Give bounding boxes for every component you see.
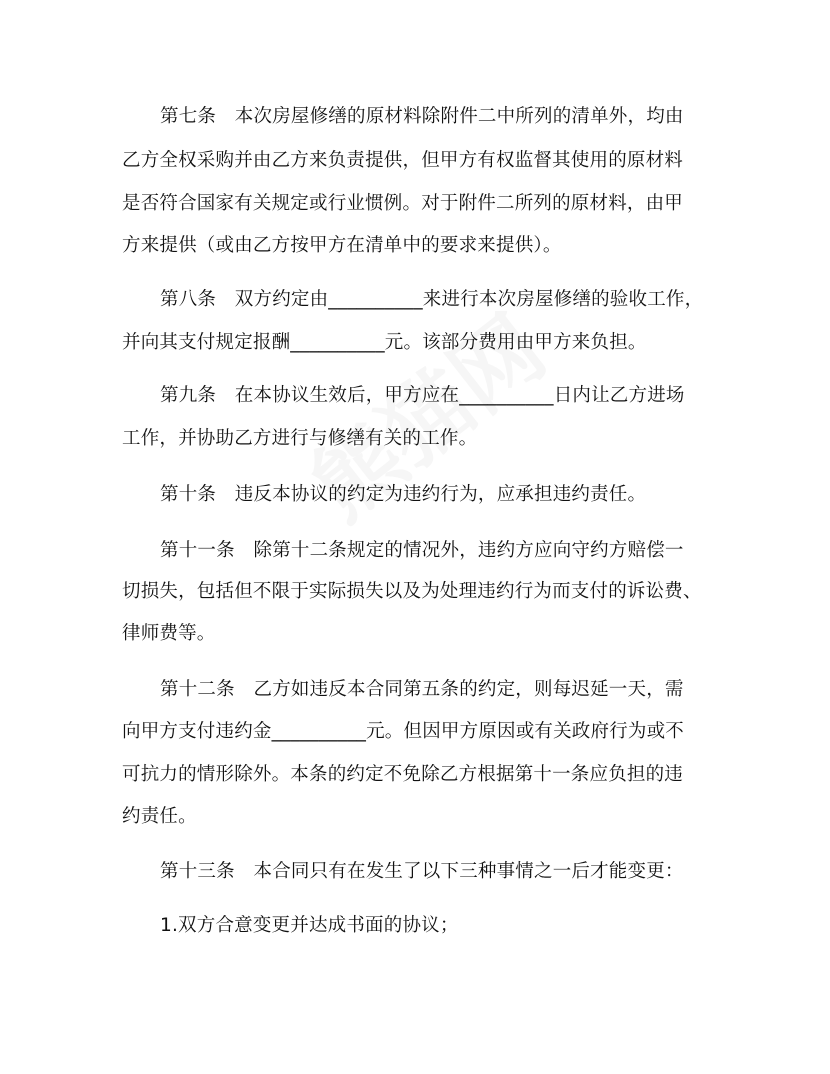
- article-11-line-3: 律师费等。: [122, 623, 216, 644]
- item-1-line-1: 1.双方合意变更并达成书面的协议；: [160, 915, 459, 936]
- article-12-line-1: 第十二条 乙方如违反本合同第五条的约定，则每迟延一天，需: [160, 679, 684, 700]
- article-7-line-2: 乙方全权采购并由乙方来负责提供，但甲方有权监督其使用的原材料: [122, 150, 684, 171]
- article-13-line-1: 第十三条 本合同只有在发生了以下三种事情之一后才能变更：: [160, 861, 684, 882]
- article-8-line-1: 第八条 双方约定由__________来进行本次房屋修缮的验收工作，: [160, 289, 704, 310]
- article-12-line-2: 向甲方支付违约金__________元。但因甲方原因或有关政府行为或不: [122, 721, 685, 742]
- article-10-line-1: 第十条 违反本协议的约定为违约行为，应承担违约责任。: [160, 484, 647, 505]
- article-8-line-2: 并向其支付规定报酬__________元。该部分费用由甲方来负担。: [122, 332, 647, 353]
- article-12-line-3: 可抗力的情形除外。本条的约定不免除乙方根据第十一条应负担的违: [122, 764, 684, 785]
- article-11-line-1: 第十一条 除第十二条规定的情况外，违约方应向守约方赔偿一: [160, 540, 684, 561]
- article-7-line-1: 第七条 本次房屋修缮的原材料除附件二中所列的清单外，均由: [160, 106, 684, 127]
- article-9-line-2: 工作，并协助乙方进行与修缮有关的工作。: [122, 428, 478, 449]
- article-7-line-3: 是否符合国家有关规定或行业惯例。对于附件二所列的原材料，由甲: [122, 193, 684, 214]
- article-11-line-2: 切损失，包括但不限于实际损失以及为处理违约行为而支付的诉讼费、: [122, 581, 702, 602]
- article-7-line-4: 方来提供（或由乙方按甲方在清单中的要求来提供）。: [122, 235, 562, 256]
- article-9-line-1: 第九条 在本协议生效后，甲方应在__________日内让乙方进场: [160, 385, 685, 406]
- article-12-line-4: 约责任。: [122, 806, 197, 827]
